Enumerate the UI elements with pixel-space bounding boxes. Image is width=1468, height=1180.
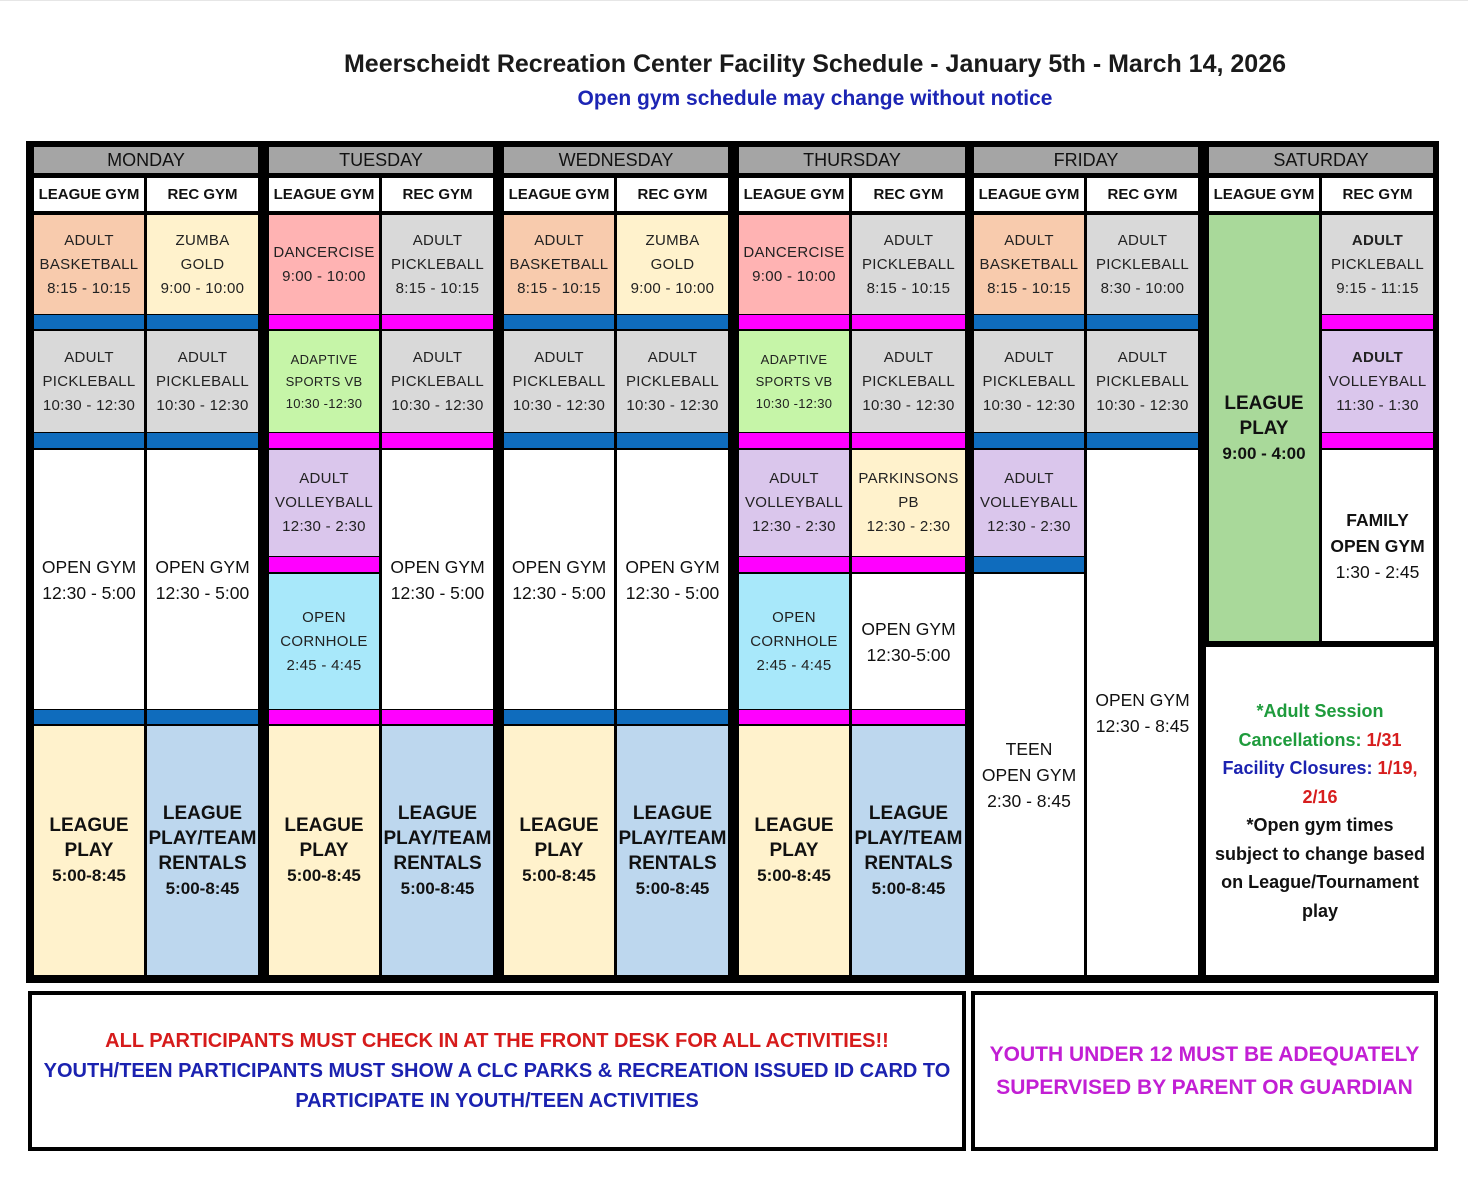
fri-rec-a2-block <box>1087 331 1198 432</box>
tue-separator-r <box>382 433 493 448</box>
mon-separator-l <box>34 710 144 724</box>
note-open-gym-3: on League/Tournament <box>1221 872 1419 892</box>
mon-league-a1-block-line-1: ADULT <box>64 231 114 249</box>
wed-rec-a3-block <box>617 450 728 709</box>
thu-league-a2-block-line-1: ADAPTIVE <box>760 351 828 367</box>
wed-league-a2-block-line-3: 10:30 - 12:30 <box>512 396 606 414</box>
mon-separator-l <box>34 433 144 448</box>
tue-league-a3-block-line-3: 12:30 - 2:30 <box>282 518 366 535</box>
mon-rec-a4-block-line-3: RENTALS <box>158 852 247 874</box>
wed-league-a3-block-line-2: 12:30 - 5:00 <box>512 582 606 603</box>
gym-label-rec-wed: REC GYM <box>617 178 728 211</box>
mon-separator-r <box>147 433 258 448</box>
fri-league-a3-block-line-3: 12:30 - 2:30 <box>987 518 1071 535</box>
note-open-gym-4: play <box>1301 900 1339 921</box>
thu-rec-a2-block-line-2: PICKLEBALL <box>861 372 956 390</box>
tue-rec-a1-block-line-2: PICKLEBALL <box>390 255 485 273</box>
wed-rec-a2-block-line-3: 10:30 - 12:30 <box>626 396 719 414</box>
gym-label-rec-fri: REC GYM <box>1087 178 1198 211</box>
wed-league-a2-block-line-1: ADULT <box>534 348 584 366</box>
fri-rec-a1-block <box>1087 215 1198 314</box>
thu-league-a3-block-line-3: 12:30 - 2:30 <box>752 518 836 535</box>
sat-rec-a2-block-line-1: ADULT <box>1351 348 1404 366</box>
wed-rec-a1-block-line-3: 9:00 - 10:00 <box>630 279 715 297</box>
note-open-gym-2: subject to change based <box>1214 843 1426 864</box>
wed-separator-r <box>617 710 728 724</box>
thu-separator-r <box>852 557 965 572</box>
thu-rec-a3-block <box>852 450 965 556</box>
note-closures: Facility Closures: 1/19, <box>1222 758 1418 778</box>
thu-league-a4-block-line-3: 2:45 - 4:45 <box>756 656 832 674</box>
mon-separator-r <box>147 315 258 329</box>
fri-league-a4-block-line-3: 2:30 - 8:45 <box>987 790 1071 811</box>
mon-rec-a2-block <box>147 331 258 432</box>
wed-league-a2-block <box>504 331 614 432</box>
fri-league-a3-block-line-2: VOLLEYBALL <box>979 494 1079 511</box>
mon-league-a4-block-line-1: LEAGUE <box>49 815 129 836</box>
wed-rec-a1-block-line-1: ZUMBA <box>645 231 700 249</box>
note-adult-session: *Adult Session <box>1256 701 1384 721</box>
fri-league-a1-block <box>974 215 1084 314</box>
thu-rec-a5-block-line-3: RENTALS <box>864 852 953 874</box>
tue-league-a5-block-line-2: PLAY <box>299 840 349 861</box>
gym-label-league-sat: LEAGUE GYM <box>1209 178 1319 211</box>
tue-rec-a4-block <box>382 726 493 975</box>
tue-league-a1-block-line-1: DANCERCISE <box>273 243 375 261</box>
sat-separator-1 <box>1322 315 1433 329</box>
wed-rec-a2-block-line-2: PICKLEBALL <box>625 372 720 390</box>
thu-rec-a1-block-line-3: 8:15 - 10:15 <box>866 279 951 297</box>
wed-rec-a4-block-line-3: RENTALS <box>628 852 717 874</box>
tue-rec-a1-block-line-3: 8:15 - 10:15 <box>395 279 480 297</box>
tue-rec-a1-block-line-1: ADULT <box>412 231 463 249</box>
mon-rec-a2-block-line-2: PICKLEBALL <box>155 372 250 390</box>
tue-league-a3-block-line-1: ADULT <box>299 470 349 487</box>
mon-separator-l <box>34 315 144 329</box>
day-header-mon: MONDAY <box>34 147 258 173</box>
tue-rec-a2-block-line-3: 10:30 - 12:30 <box>391 396 484 414</box>
fri-league-a1-block-line-1: ADULT <box>1004 231 1054 249</box>
mon-rec-a1-block-line-3: 9:00 - 10:00 <box>160 279 245 297</box>
thu-rec-a1-block <box>852 215 965 314</box>
wed-separator-l <box>504 710 614 724</box>
sat-rec-a2-block-line-3: 11:30 - 1:30 <box>1336 396 1419 414</box>
tue-league-a4-block-line-3: 2:45 - 4:45 <box>286 656 362 674</box>
thu-rec-a4-block <box>852 574 965 709</box>
thu-league-a4-block-line-1: OPEN <box>772 608 816 626</box>
fri-league-a3-block <box>974 450 1084 556</box>
thu-league-a5-block-line-2: PLAY <box>769 840 819 861</box>
sat-rec-a1-block-line-3: 9:15 - 11:15 <box>1336 279 1419 297</box>
wed-league-a1-block-line-1: ADULT <box>534 231 584 249</box>
gym-label-league-thu: LEAGUE GYM <box>739 178 849 211</box>
wed-rec-a4-block-line-2: PLAY/TEAM <box>618 827 727 849</box>
fri-rec-a2-block-line-1: ADULT <box>1117 348 1168 366</box>
gym-label-league-fri: LEAGUE GYM <box>974 178 1084 211</box>
sat-rec-a1-block <box>1322 215 1433 314</box>
mon-league-a1-block-line-3: 8:15 - 10:15 <box>47 279 131 297</box>
tue-league-a4-block-line-2: CORNHOLE <box>280 632 368 650</box>
wed-league-a1-block-line-2: BASKETBALL <box>509 255 609 273</box>
thu-separator-r <box>852 710 965 724</box>
sat-rec-a3-block <box>1322 450 1433 641</box>
thu-league-a3-block <box>739 450 849 556</box>
wed-league-a4-block <box>504 726 614 975</box>
wed-league-a3-block-line-1: OPEN GYM <box>511 556 607 577</box>
tue-separator-r <box>382 315 493 329</box>
day-header-wed: WEDNESDAY <box>504 147 728 173</box>
mon-rec-a4-block-line-4: 5:00-8:45 <box>165 878 240 898</box>
tue-league-a2-block <box>269 331 379 432</box>
page-subtitle: Open gym schedule may change without notice <box>577 87 1053 110</box>
youth-line-1: YOUTH UNDER 12 MUST BE ADEQUATELY <box>989 1043 1420 1066</box>
fri-league-a1-block-line-3: 8:15 - 10:15 <box>987 279 1071 297</box>
tue-rec-a2-block-line-1: ADULT <box>412 348 463 366</box>
thu-rec-a3-block-line-1: PARKINSONS <box>858 470 959 487</box>
day-header-thu: THURSDAY <box>739 147 965 173</box>
thu-rec-a2-block <box>852 331 965 432</box>
tue-league-a2-block-line-2: SPORTS VB <box>285 373 363 389</box>
sat-league-a1-block-line-2: PLAY <box>1239 417 1289 439</box>
mon-league-a2-block-line-1: ADULT <box>64 348 114 366</box>
gym-label-rec-mon: REC GYM <box>147 178 258 211</box>
mon-league-a1-block <box>34 215 144 314</box>
thu-league-a1-block-line-2: 9:00 - 10:00 <box>752 267 836 285</box>
wed-rec-a1-block <box>617 215 728 314</box>
tue-rec-a4-block-line-4: 5:00-8:45 <box>400 878 475 898</box>
tue-separator-r <box>382 710 493 724</box>
thu-rec-a2-block-line-1: ADULT <box>883 348 934 366</box>
check-in-notice <box>28 991 966 1151</box>
note-closure-date: 2/16 <box>1302 786 1338 807</box>
thu-separator-l <box>739 433 849 448</box>
sat-rec-a3-block-line-1: FAMILY <box>1346 509 1409 530</box>
tue-league-a3-block <box>269 450 379 556</box>
wed-league-a4-block-line-3: 5:00-8:45 <box>522 866 596 885</box>
sat-league-a1-block <box>1209 215 1319 641</box>
check-in-line: ALL PARTICIPANTS MUST CHECK IN AT THE FRONT DESK FOR ALL ACTIVITIES!! <box>105 1030 889 1052</box>
sat-league-a1-block-line-1: LEAGUE <box>1224 392 1304 414</box>
note-cancellations: Cancellations: 1/31 <box>1238 729 1402 750</box>
wed-rec-a3-block-line-1: OPEN GYM <box>625 556 720 577</box>
fri-league-a4-block <box>974 574 1084 975</box>
mon-league-a2-block <box>34 331 144 432</box>
thu-league-a5-block <box>739 726 849 975</box>
wed-league-a2-block-line-2: PICKLEBALL <box>512 372 606 390</box>
tue-league-a1-block <box>269 215 379 314</box>
thu-league-a2-block <box>739 331 849 432</box>
mon-rec-a4-block-line-1: LEAGUE <box>162 802 243 824</box>
wed-league-a1-block <box>504 215 614 314</box>
thu-league-a3-block-line-1: ADULT <box>769 470 819 487</box>
tue-league-a2-block-line-3: 10:30 -12:30 <box>285 395 363 411</box>
thu-rec-a5-block-line-1: LEAGUE <box>868 802 949 824</box>
sat-rec-a2-block-line-2: VOLLEYBALL <box>1328 372 1427 390</box>
day-header-tue: TUESDAY <box>269 147 493 173</box>
tue-league-a2-block-line-1: ADAPTIVE <box>290 351 358 367</box>
id-card-line: YOUTH/TEEN PARTICIPANTS MUST SHOW A CLC PARKS & RECREATION ISSUED ID CARD TO <box>43 1060 951 1082</box>
mon-league-a3-block-line-2: 12:30 - 5:00 <box>42 582 136 603</box>
fri-rec-a2-block-line-2: PICKLEBALL <box>1095 372 1190 390</box>
mon-rec-a3-block-line-1: OPEN GYM <box>155 556 250 577</box>
wed-league-a1-block-line-3: 8:15 - 10:15 <box>517 279 601 297</box>
thu-separator-r <box>852 315 965 329</box>
mon-league-a2-block-line-3: 10:30 - 12:30 <box>42 396 136 414</box>
sat-rec-a3-block-line-3: 1:30 - 2:45 <box>1335 561 1420 582</box>
mon-rec-a1-block <box>147 215 258 314</box>
fri-rec-a3-block-line-1: OPEN GYM <box>1095 689 1190 710</box>
sat-separator-2 <box>1322 433 1433 448</box>
fri-separator-mid <box>974 557 1084 572</box>
sat-rec-a1-block-line-1: ADULT <box>1351 231 1404 249</box>
fri-separator-l <box>974 315 1084 329</box>
thu-rec-a4-block-line-2: 12:30-5:00 <box>866 644 951 665</box>
wed-league-a4-block-line-2: PLAY <box>534 840 584 861</box>
tue-separator-mid <box>269 557 379 572</box>
tue-rec-a4-block-line-3: RENTALS <box>393 852 482 874</box>
wed-rec-a1-block-line-2: GOLD <box>650 255 695 273</box>
fri-rec-a1-block-line-1: ADULT <box>1117 231 1168 249</box>
sat-rec-a1-block-line-2: PICKLEBALL <box>1330 255 1425 273</box>
tue-rec-a4-block-line-1: LEAGUE <box>397 802 478 824</box>
mon-rec-a2-block-line-3: 10:30 - 12:30 <box>156 396 249 414</box>
tue-rec-a1-block <box>382 215 493 314</box>
fri-rec-a3-block-line-2: 12:30 - 8:45 <box>1095 715 1190 736</box>
wed-league-a4-block-line-1: LEAGUE <box>519 815 599 836</box>
mon-league-a4-block-line-2: PLAY <box>64 840 114 861</box>
tue-separator-l <box>269 710 379 724</box>
tue-league-a3-block-line-2: VOLLEYBALL <box>274 494 374 511</box>
thu-rec-a4-block-line-1: OPEN GYM <box>861 618 956 639</box>
saturday-notes <box>1206 647 1434 975</box>
fri-league-a2-block-line-2: PICKLEBALL <box>982 372 1076 390</box>
fri-separator-r <box>1087 433 1198 448</box>
fri-rec-a3-block <box>1087 450 1198 975</box>
thu-separator-l <box>739 557 849 572</box>
mon-rec-a2-block-line-1: ADULT <box>177 348 228 366</box>
fri-separator-r <box>1087 315 1198 329</box>
wed-rec-a3-block-line-2: 12:30 - 5:00 <box>625 582 720 603</box>
day-header-sat: SATURDAY <box>1209 147 1433 173</box>
tue-separator-l <box>269 433 379 448</box>
fri-league-a4-block-line-1: TEEN <box>1005 738 1053 759</box>
thu-league-a4-block-line-2: CORNHOLE <box>750 632 838 650</box>
thu-rec-a1-block-line-2: PICKLEBALL <box>861 255 956 273</box>
youth-line-2: SUPERVISED BY PARENT OR GUARDIAN <box>996 1076 1413 1099</box>
day-header-fri: FRIDAY <box>974 147 1198 173</box>
mon-league-a3-block-line-1: OPEN GYM <box>41 556 137 577</box>
tue-rec-a3-block-line-2: 12:30 - 5:00 <box>390 582 485 603</box>
sat-rec-a2-block <box>1322 331 1433 432</box>
tue-rec-a2-block-line-2: PICKLEBALL <box>390 372 485 390</box>
tue-rec-a3-block <box>382 450 493 709</box>
wed-rec-a4-block-line-4: 5:00-8:45 <box>635 878 710 898</box>
wed-rec-a2-block-line-1: ADULT <box>647 348 698 366</box>
id-card-line-2: PARTICIPATE IN YOUTH/TEEN ACTIVITIES <box>295 1090 699 1112</box>
tue-league-a1-block-line-2: 9:00 - 10:00 <box>282 267 366 285</box>
thu-league-a5-block-line-1: LEAGUE <box>754 815 834 836</box>
wed-league-a3-block <box>504 450 614 709</box>
page-title: Meerscheidt Recreation Center Facility Schedule - January 5th - March 14, 2026 <box>343 50 1287 78</box>
thu-league-a1-block-line-1: DANCERCISE <box>743 243 845 261</box>
tue-league-a5-block-line-1: LEAGUE <box>284 815 364 836</box>
wed-rec-a2-block <box>617 331 728 432</box>
wed-separator-l <box>504 433 614 448</box>
tue-league-a5-block-line-3: 5:00-8:45 <box>287 866 361 885</box>
thu-league-a5-block-line-3: 5:00-8:45 <box>757 866 831 885</box>
fri-league-a2-block <box>974 331 1084 432</box>
mon-league-a3-block <box>34 450 144 709</box>
mon-league-a1-block-line-2: BASKETBALL <box>39 255 139 273</box>
thu-rec-a5-block-line-2: PLAY/TEAM <box>854 827 963 849</box>
wed-rec-a4-block-line-1: LEAGUE <box>632 802 713 824</box>
fri-rec-a2-block-line-3: 10:30 - 12:30 <box>1096 396 1189 414</box>
fri-league-a4-block-line-2: OPEN GYM <box>981 764 1077 785</box>
thu-separator-l <box>739 710 849 724</box>
fri-rec-a1-block-line-2: PICKLEBALL <box>1095 255 1190 273</box>
fri-league-a2-block-line-1: ADULT <box>1004 348 1054 366</box>
tue-league-a5-block <box>269 726 379 975</box>
mon-rec-a1-block-line-1: ZUMBA <box>175 231 230 249</box>
mon-rec-a1-block-line-2: GOLD <box>180 255 225 273</box>
mon-league-a4-block <box>34 726 144 975</box>
sat-rec-a3-block-line-2: OPEN GYM <box>1330 535 1425 556</box>
mon-league-a4-block-line-3: 5:00-8:45 <box>52 866 126 885</box>
thu-rec-a3-block-line-2: PB <box>898 494 919 511</box>
top-divider <box>0 0 1468 1</box>
mon-separator-r <box>147 710 258 724</box>
tue-league-a4-block-line-1: OPEN <box>302 608 346 626</box>
mon-rec-a3-block <box>147 450 258 709</box>
gym-label-league-mon: LEAGUE GYM <box>34 178 144 211</box>
thu-league-a3-block-line-2: VOLLEYBALL <box>744 494 844 511</box>
fri-league-a2-block-line-3: 10:30 - 12:30 <box>982 396 1076 414</box>
thu-league-a1-block <box>739 215 849 314</box>
wed-separator-l <box>504 315 614 329</box>
thu-league-a2-block-line-2: SPORTS VB <box>755 373 833 389</box>
thu-league-a4-block <box>739 574 849 709</box>
mon-league-a2-block-line-2: PICKLEBALL <box>42 372 136 390</box>
tue-rec-a3-block-line-1: OPEN GYM <box>390 556 485 577</box>
fri-league-a3-block-line-1: ADULT <box>1004 470 1054 487</box>
gym-label-league-wed: LEAGUE GYM <box>504 178 614 211</box>
thu-rec-a1-block-line-1: ADULT <box>883 231 934 249</box>
fri-rec-a1-block-line-3: 8:30 - 10:00 <box>1100 279 1185 297</box>
note-open-gym-1: *Open gym times <box>1246 815 1394 835</box>
thu-rec-a3-block-line-3: 12:30 - 2:30 <box>866 518 951 535</box>
fri-league-a1-block-line-2: BASKETBALL <box>979 255 1079 273</box>
thu-separator-l <box>739 315 849 329</box>
gym-label-rec-sat: REC GYM <box>1322 178 1433 211</box>
thu-separator-r <box>852 433 965 448</box>
tue-league-a4-block <box>269 574 379 709</box>
wed-separator-r <box>617 315 728 329</box>
tue-rec-a2-block <box>382 331 493 432</box>
gym-label-league-tue: LEAGUE GYM <box>269 178 379 211</box>
thu-rec-a5-block-line-4: 5:00-8:45 <box>871 878 946 898</box>
sat-league-a1-block-line-3: 9:00 - 4:00 <box>1222 443 1306 463</box>
thu-rec-a5-block <box>852 726 965 975</box>
mon-rec-a4-block-line-2: PLAY/TEAM <box>148 827 257 849</box>
wed-rec-a4-block <box>617 726 728 975</box>
gym-label-rec-thu: REC GYM <box>852 178 965 211</box>
tue-rec-a4-block-line-2: PLAY/TEAM <box>383 827 492 849</box>
thu-league-a2-block-line-3: 10:30 -12:30 <box>755 395 833 411</box>
gym-label-rec-tue: REC GYM <box>382 178 493 211</box>
thu-rec-a2-block-line-3: 10:30 - 12:30 <box>862 396 955 414</box>
fri-separator-l <box>974 433 1084 448</box>
mon-rec-a3-block-line-2: 12:30 - 5:00 <box>155 582 250 603</box>
mon-rec-a4-block <box>147 726 258 975</box>
tue-separator-l <box>269 315 379 329</box>
youth-supervision-notice <box>971 991 1438 1151</box>
wed-separator-r <box>617 433 728 448</box>
